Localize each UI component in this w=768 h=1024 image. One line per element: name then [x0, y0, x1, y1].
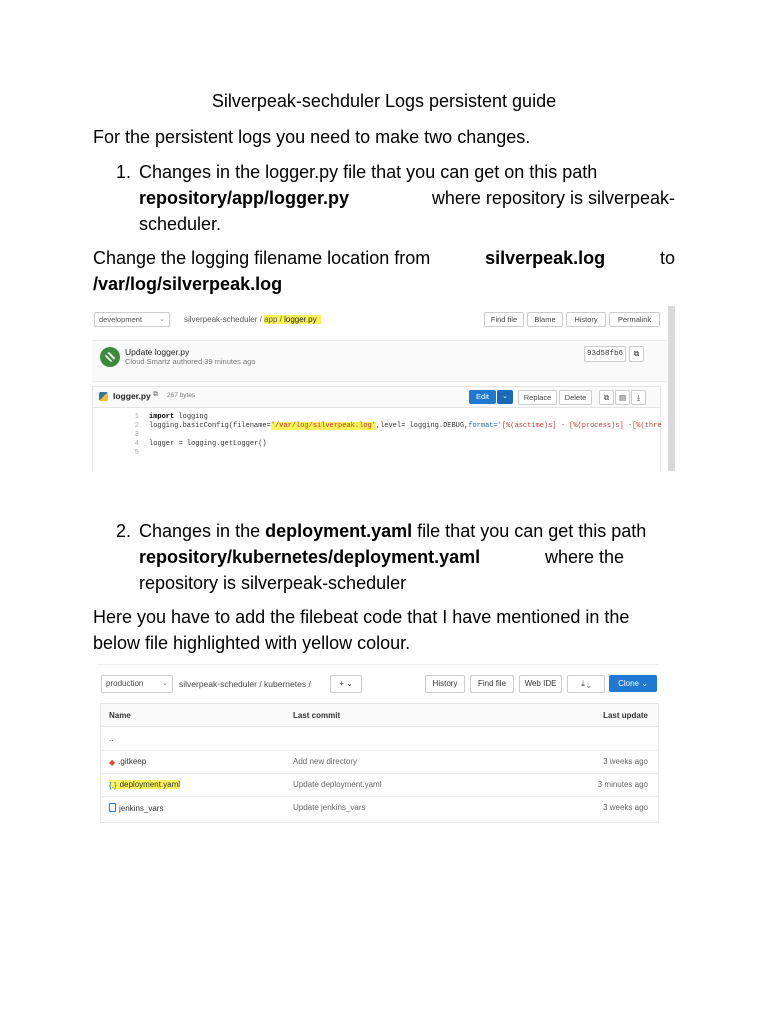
- highlighted-log-path: '/var/log/silverpeak.log': [270, 422, 376, 430]
- code-view: [92, 407, 661, 471]
- step2-text-b: file that you can get this path: [417, 521, 647, 541]
- scrollbar[interactable]: [668, 306, 675, 471]
- last-commit-panel: [92, 340, 667, 382]
- commit-title[interactable]: Update logger.py: [125, 347, 190, 357]
- file-name: logger.py: [113, 391, 151, 401]
- chevron-down-icon: ⌄: [159, 316, 165, 323]
- table-row[interactable]: jenkins_vars Update jenkins_vars 3 weeks ago: [101, 796, 658, 819]
- step2-text-d: repository is silverpeak-scheduler: [139, 573, 407, 593]
- history-button[interactable]: History: [425, 675, 465, 693]
- git-icon: ◆: [109, 758, 116, 767]
- commit-sha[interactable]: 93d58fb6: [584, 346, 626, 362]
- change-old-file: silverpeak.log: [485, 248, 606, 268]
- edit-dropdown-chevron-icon[interactable]: ⌄: [497, 390, 513, 404]
- copy-icon[interactable]: ⧉: [629, 346, 644, 362]
- replace-button[interactable]: Replace: [518, 390, 557, 405]
- intro-paragraph: For the persistent logs you need to make two changes.: [93, 127, 531, 147]
- table-row[interactable]: {.} deployment.yaml Update deployment.yaml 3 minutes ago: [101, 773, 658, 797]
- header-name: Name: [109, 711, 131, 720]
- raw-file-icon[interactable]: ▤: [615, 390, 630, 405]
- change-text-b: to: [659, 248, 675, 268]
- step2-path: repository/kubernetes/deployment.yaml: [139, 547, 481, 567]
- step1-text: Changes in the logger.py file that you can get on this path: [139, 162, 598, 182]
- filebeat-paragraph: [93, 604, 675, 656]
- blame-button[interactable]: Blame: [527, 312, 563, 327]
- find-file-button[interactable]: Find file: [484, 312, 524, 327]
- step1-paragraph: [139, 159, 675, 237]
- breadcrumb: silverpeak-scheduler / app / logger.py: [184, 312, 321, 327]
- find-file-button[interactable]: Find file: [470, 675, 514, 693]
- download-dropdown-button[interactable]: ⤓ ⌄: [567, 675, 605, 693]
- step2-number: 2.: [116, 521, 132, 541]
- document-title: Silverpeak-sechduler Logs persistent guide: [211, 91, 557, 111]
- filebeat-line1: Here you have to add the filebeat code that I have mentioned in the: [93, 607, 630, 627]
- file-icon: [109, 803, 116, 812]
- add-menu-button[interactable]: + ⌄: [330, 675, 362, 693]
- step2-paragraph: [139, 518, 675, 596]
- breadcrumb-app[interactable]: app /: [264, 315, 285, 324]
- yaml-file-icon: {.}: [109, 781, 117, 790]
- delete-button[interactable]: Delete: [559, 390, 592, 405]
- step2-line2: [139, 544, 675, 570]
- table-header: [101, 704, 658, 727]
- branch-select[interactable]: development ⌄: [94, 312, 170, 327]
- change-line1: [93, 245, 675, 271]
- table-row[interactable]: ◆ .gitkeep Add new directory 3 weeks ago: [101, 750, 658, 774]
- download-icon[interactable]: ⤓: [631, 390, 646, 405]
- breadcrumb-repo[interactable]: silverpeak-scheduler: [184, 315, 258, 324]
- code-line: 3: [134, 431, 139, 439]
- avatar[interactable]: [100, 347, 120, 367]
- commit-author: Cloud Smartz authored 39 minutes ago: [125, 357, 256, 366]
- step1-number: 1.: [116, 162, 132, 182]
- header-last-commit: Last commit: [293, 711, 341, 720]
- copy-path-icon[interactable]: ⧉: [153, 391, 158, 398]
- filebeat-line2: below file highlighted with yellow colour.: [93, 633, 411, 653]
- chevron-down-icon: ⌄: [162, 680, 168, 687]
- file-table: [100, 703, 659, 823]
- code-line: 5: [134, 449, 139, 457]
- step2-text-a: Changes in the: [139, 521, 261, 541]
- breadcrumb[interactable]: silverpeak-scheduler / kubernetes /: [179, 679, 311, 689]
- history-button[interactable]: History: [566, 312, 606, 327]
- breadcrumb-file[interactable]: logger.py: [284, 315, 321, 324]
- file-size: 267 bytes: [167, 392, 196, 399]
- change-paragraph: [93, 245, 675, 297]
- branch-select[interactable]: production ⌄: [101, 675, 173, 693]
- change-text-a: Change the logging filename location from: [93, 248, 431, 268]
- change-new-file: /var/log/silverpeak.log: [93, 274, 283, 294]
- permalink-button[interactable]: Permalink: [609, 312, 660, 327]
- logger-screenshot: [92, 306, 675, 471]
- step2-text-c: where the: [545, 547, 625, 567]
- file-header: [92, 386, 661, 408]
- code-line: 2 logging.basicConfig(filename='/var/log/silverpeak.log',level= logging.DEBUG,format='[%(asctime)s] - [%(process)s] -[%(thre: [134, 422, 662, 430]
- edit-button[interactable]: Edit: [469, 390, 496, 404]
- step1-path: repository/app/logger.py: [139, 188, 350, 208]
- kubernetes-dir-screenshot: [97, 664, 659, 823]
- python-file-icon: [99, 392, 108, 401]
- step2-file: deployment.yaml: [265, 521, 413, 541]
- step1-text-b: where repository is silverpeak-: [431, 188, 675, 208]
- code-line: 1 import logging: [134, 413, 208, 421]
- web-ide-button[interactable]: Web IDE: [519, 675, 562, 693]
- step1-line2: [139, 185, 675, 211]
- table-row-parent[interactable]: ..: [101, 727, 658, 751]
- step1-text-c: scheduler.: [139, 214, 222, 234]
- header-last-update: Last update: [603, 711, 648, 720]
- clone-button[interactable]: Clone ⌄: [609, 675, 657, 692]
- copy-contents-icon[interactable]: ⧉: [599, 390, 614, 405]
- code-line: 4 logger = logging.getLogger(): [134, 440, 267, 448]
